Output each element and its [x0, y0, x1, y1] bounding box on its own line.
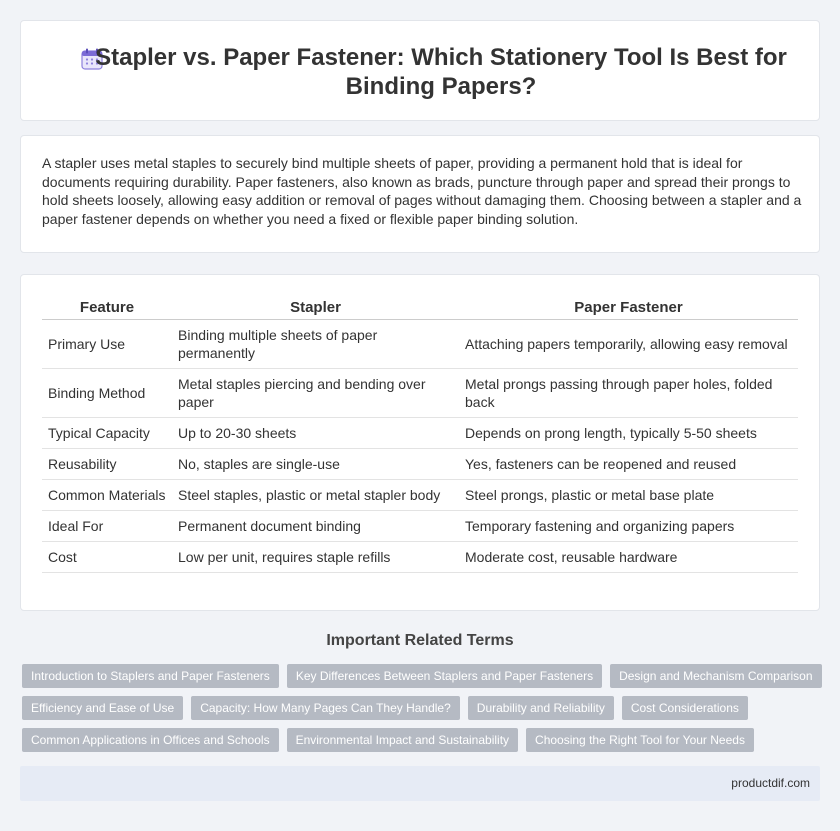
header-feature: Feature: [42, 296, 172, 319]
table-cell: Temporary fastening and organizing papers: [459, 510, 798, 541]
header-stapler: Stapler: [172, 296, 459, 319]
table-cell: Permanent document binding: [172, 510, 459, 541]
related-term-tag[interactable]: Efficiency and Ease of Use: [22, 696, 183, 720]
table-cell: Reusability: [42, 448, 172, 479]
related-term-tag[interactable]: Common Applications in Offices and Schools: [22, 728, 279, 752]
table-cell: No, staples are single-use: [172, 448, 459, 479]
table-cell: Steel prongs, plastic or metal base plate: [459, 479, 798, 510]
footer: [20, 766, 820, 801]
tag-row: [22, 664, 822, 688]
related-term-tag[interactable]: Key Differences Between Staplers and Paper Fasteners: [287, 664, 602, 688]
table-cell: Metal prongs passing through paper holes, folded back: [459, 368, 798, 417]
page-title: Stapler vs. Paper Fastener: Which Stationery Tool Is Best for Binding Papers?: [95, 44, 787, 100]
table-header-row: [42, 296, 798, 319]
table-row: [42, 541, 798, 572]
table-cell: Metal staples piercing and bending over paper: [172, 368, 459, 417]
related-term-tag[interactable]: Choosing the Right Tool for Your Needs: [526, 728, 754, 752]
related-term-tag[interactable]: Design and Mechanism Comparison: [610, 664, 821, 688]
footer-site-link[interactable]: productdif.com: [731, 776, 810, 790]
related-term-tag[interactable]: Introduction to Staplers and Paper Fasteners: [22, 664, 279, 688]
table-cell: Typical Capacity: [42, 417, 172, 448]
table-row: [42, 368, 798, 417]
table-cell: Binding multiple sheets of paper permanently: [172, 319, 459, 368]
intro-card: [20, 135, 820, 253]
table-cell: Binding Method: [42, 368, 172, 417]
table-row: [42, 319, 798, 368]
related-terms-list: [22, 664, 822, 760]
related-term-tag[interactable]: Cost Considerations: [622, 696, 748, 720]
related-term-tag[interactable]: Durability and Reliability: [468, 696, 614, 720]
comparison-table: [42, 296, 798, 573]
table-row: [42, 479, 798, 510]
related-term-tag[interactable]: Capacity: How Many Pages Can They Handle?: [191, 696, 460, 720]
table-cell: Steel staples, plastic or metal stapler body: [172, 479, 459, 510]
intro-paragraph: A stapler uses metal staples to securely bind multiple sheets of paper, providing a permanent hold that is ideal for documents requiring durability. Paper fasteners, also known as brads, puncture through paper and spread their prongs to hold sheets loosely, allowing easy addition or removal of pages without damaging them. Choosing between a stapler and a paper fastener depends on whether you need a fixed or flexible paper binding solution.: [42, 155, 802, 227]
table-row: [42, 510, 798, 541]
tag-row: [22, 696, 822, 720]
table-cell: Cost: [42, 541, 172, 572]
related-term-tag[interactable]: Environmental Impact and Sustainability: [287, 728, 518, 752]
table-cell: Common Materials: [42, 479, 172, 510]
related-terms-heading: Important Related Terms: [326, 632, 514, 649]
table-cell: Moderate cost, reusable hardware: [459, 541, 798, 572]
comparison-card: [20, 274, 820, 611]
table-cell: Low per unit, requires staple refills: [172, 541, 459, 572]
table-cell: Depends on prong length, typically 5-50 sheets: [459, 417, 798, 448]
table-row: [42, 417, 798, 448]
table-cell: Ideal For: [42, 510, 172, 541]
tag-row: [22, 728, 822, 752]
table-cell: Primary Use: [42, 319, 172, 368]
table-row: [42, 448, 798, 479]
table-cell: Up to 20-30 sheets: [172, 417, 459, 448]
table-cell: Yes, fasteners can be reopened and reused: [459, 448, 798, 479]
title-card: [20, 20, 820, 121]
header-paper-fastener: Paper Fastener: [459, 296, 798, 319]
table-cell: Attaching papers temporarily, allowing easy removal: [459, 319, 798, 368]
